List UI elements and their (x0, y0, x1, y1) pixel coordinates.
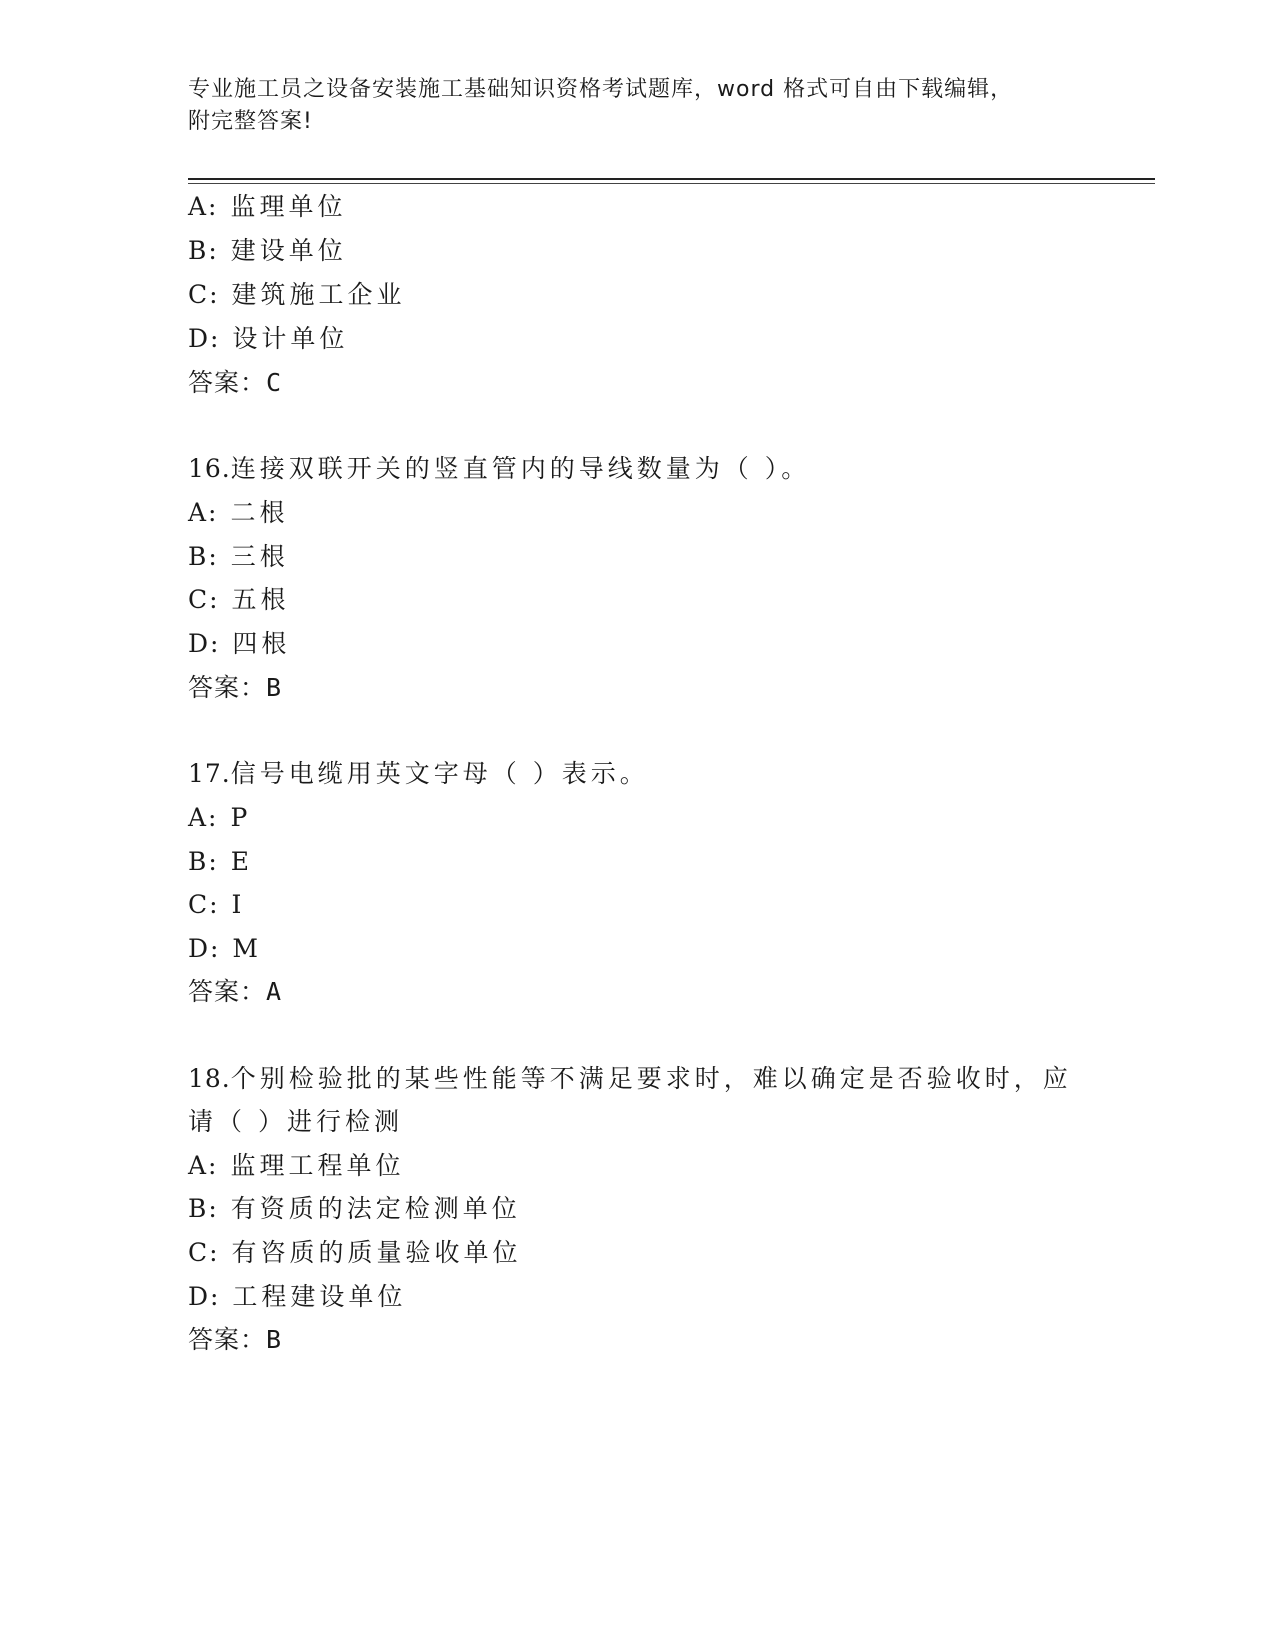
option-a (188, 801, 249, 835)
option-b (188, 845, 251, 879)
answer-value: C (266, 368, 283, 397)
option-d (188, 1280, 406, 1314)
header-line-1: 专业施工员之设备安装施工基础知识资格考试题库，word 格式可自由下载编辑， (188, 77, 1014, 102)
question-number: 16. (188, 454, 231, 483)
question-stem-line: 连接双联开关的竖直管内的导线数量为（ ）。 (230, 454, 811, 483)
answer-value: B (266, 1325, 283, 1354)
answer-line (188, 1323, 282, 1357)
answer-label: 答案： (188, 977, 267, 1006)
option-text: 建设单位 (230, 236, 347, 265)
answer-value: A (266, 977, 283, 1006)
option-text: 有资质的法定检测单位 (230, 1194, 521, 1223)
answer-label: 答案： (188, 673, 267, 702)
option-c (188, 583, 290, 617)
option-text: 三根 (230, 542, 289, 571)
option-a (188, 1149, 404, 1183)
header-line-2: 附完整答案! (188, 109, 313, 134)
option-b (188, 1192, 521, 1226)
option-c (188, 278, 406, 312)
question-number: 18. (188, 1064, 231, 1093)
option-d (188, 932, 260, 966)
question-stem-continued (188, 1105, 403, 1139)
answer-value: B (266, 673, 283, 702)
option-letter: B: (188, 236, 219, 265)
option-letter: A: (188, 803, 219, 832)
option-letter: D: (188, 934, 221, 963)
answer-label: 答案： (188, 368, 267, 397)
option-text: 有咨质的质量验收单位 (231, 1238, 522, 1267)
question-stem (188, 757, 649, 791)
option-text: 四根 (232, 629, 291, 658)
option-letter: D: (188, 324, 221, 353)
question-stem-line: 请（ ）进行检测 (188, 1107, 403, 1136)
option-d (188, 627, 290, 661)
option-d (188, 322, 348, 356)
option-text: 五根 (231, 585, 290, 614)
option-b (188, 234, 347, 268)
answer-label: 答案： (188, 1325, 267, 1354)
option-c (188, 1236, 522, 1270)
option-text: P (230, 803, 250, 832)
option-letter: B: (188, 847, 219, 876)
option-letter: D: (188, 1282, 221, 1311)
option-letter: B: (188, 1194, 219, 1223)
option-letter: B: (188, 542, 219, 571)
option-letter: A: (188, 192, 219, 221)
answer-line (188, 366, 282, 400)
question-stem (188, 1062, 1072, 1096)
answer-line (188, 671, 282, 705)
option-a (188, 190, 346, 224)
header-divider-thin (188, 183, 1155, 184)
option-b (188, 540, 289, 574)
question-stem-line: 信号电缆用英文字母（ ）表示。 (230, 759, 649, 788)
option-text: 监理单位 (230, 192, 347, 221)
option-text: 工程建设单位 (232, 1282, 407, 1311)
option-text: 二根 (230, 498, 289, 527)
option-text: 建筑施工企业 (231, 280, 406, 309)
question-stem (188, 452, 810, 486)
option-letter: A: (188, 1151, 219, 1180)
option-text: 设计单位 (232, 324, 349, 353)
option-letter: D: (188, 629, 221, 658)
option-letter: A: (188, 498, 219, 527)
question-stem-line: 个别检验批的某些性能等不满足要求时，难以确定是否验收时，应 (230, 1064, 1072, 1093)
option-text: E (230, 847, 251, 876)
option-a (188, 496, 288, 530)
option-text: 监理工程单位 (230, 1151, 405, 1180)
option-letter: C: (188, 1238, 220, 1267)
option-letter: C: (188, 585, 220, 614)
option-letter: C: (188, 280, 220, 309)
option-letter: C: (188, 890, 220, 919)
header-divider-thick (188, 178, 1155, 180)
option-c (188, 888, 243, 922)
option-text: I (231, 890, 244, 919)
answer-line (188, 975, 282, 1009)
option-text: M (232, 934, 261, 963)
document-header (188, 74, 1068, 138)
question-number: 17. (188, 759, 231, 788)
